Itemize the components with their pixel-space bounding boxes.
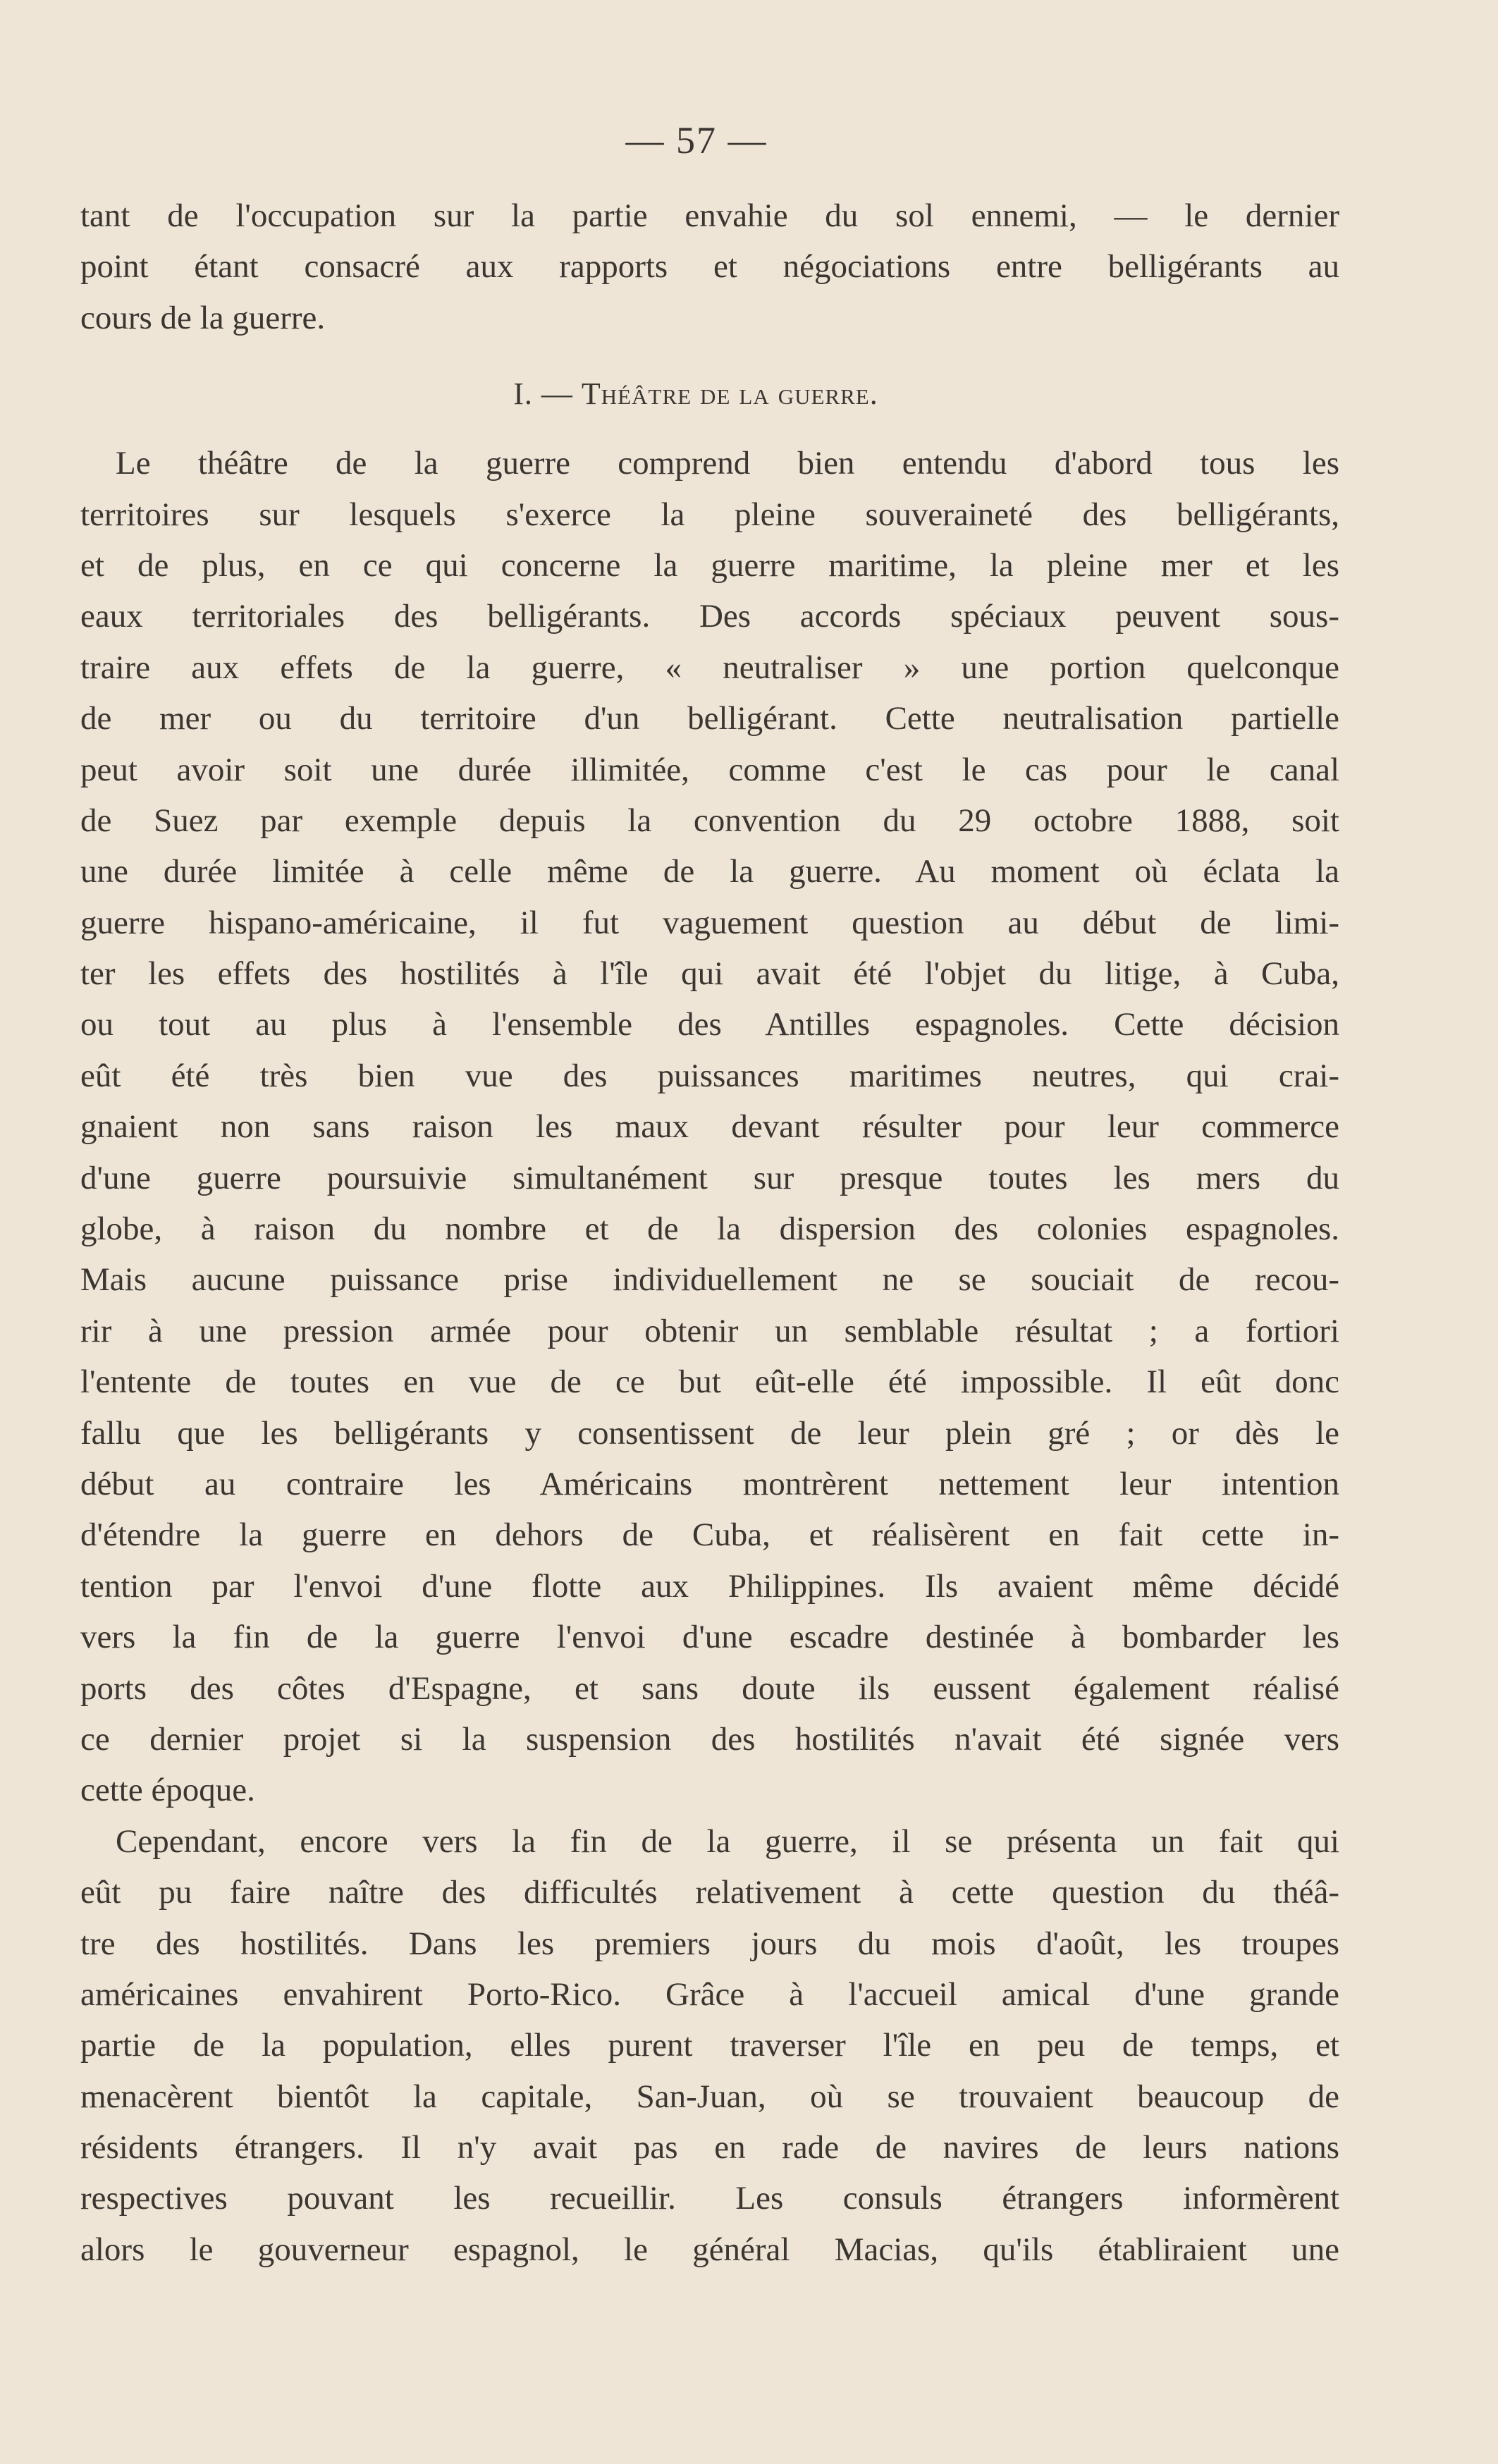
intro-paragraph: [80, 190, 1339, 343]
text-line: ce dernier projet si la suspension des hostilités n'avait été signée vers: [80, 1720, 1339, 1758]
body-text: [80, 190, 1339, 2275]
text-line: cours de la guerre.: [80, 299, 326, 336]
text-line: guerre hispano-américaine, il fut vaguement question au début de limi-: [80, 904, 1339, 941]
text-line: fallu que les belligérants y consentissent de leur plein gré ; or dès le: [80, 1414, 1339, 1452]
text-line: eût été très bien vue des puissances maritimes neutres, qui crai-: [80, 1057, 1339, 1094]
text-line: de Suez par exemple depuis la convention du 29 octobre 1888, soit: [80, 802, 1339, 839]
text-line: peut avoir soit une durée illimitée, comme c'est le cas pour le canal: [80, 751, 1339, 788]
text-line: et de plus, en ce qui concerne la guerre maritime, la pleine mer et les: [80, 546, 1339, 584]
text-line: ter les effets des hostilités à l'île qui avait été l'objet du litige, à Cuba,: [80, 955, 1339, 993]
text-line: traire aux effets de la guerre, « neutraliser » une portion quelconque: [80, 649, 1339, 686]
section-title: Théâtre de la guerre.: [581, 376, 878, 412]
text-line: Mais aucune puissance prise individuellement ne se souciait de recou-: [80, 1261, 1339, 1299]
text-line: ports des côtes d'Espagne, et sans doute ils eussent également réalisé: [80, 1669, 1339, 1707]
text-line: territoires sur lesquels s'exerce la pleine souveraineté des belligérants,: [80, 496, 1339, 533]
text-line: menacèrent bientôt la capitale, San-Juan, où se trouvaient beaucoup de: [80, 2078, 1339, 2115]
paragraph-1: [80, 438, 1339, 1816]
text-line: américaines envahirent Porto-Rico. Grâce à l'accueil amical d'une grande: [80, 1975, 1339, 2013]
text-line: une durée limitée à celle même de la guerre. Au moment où éclata la: [80, 853, 1339, 890]
text-line: point étant consacré aux rapports et négociations entre belligérants au: [80, 248, 1339, 286]
text-line: début au contraire les Américains montrèrent nettement leur intention: [80, 1465, 1339, 1502]
text-line: globe, à raison du nombre et de la dispersion des colonies espagnoles.: [80, 1210, 1339, 1248]
text-line: l'entente de toutes en vue de ce but eût-elle été impossible. Il eût donc: [80, 1363, 1339, 1401]
text-line: partie de la population, elles purent traverser l'île en peu de temps, et: [80, 2027, 1339, 2064]
text-line: de mer ou du territoire d'un belligérant. Cette neutralisation partielle: [80, 700, 1339, 737]
text-line: résidents étrangers. Il n'y avait pas en rade de navires de leurs nations: [80, 2129, 1339, 2166]
text-line: Le théâtre de la guerre comprend bien entendu d'abord tous les: [116, 445, 1339, 482]
text-line: eaux territoriales des belligérants. Des accords spéciaux peuvent sous-: [80, 598, 1339, 635]
text-line: tant de l'occupation sur la partie envahie du sol ennemi, — le dernier: [80, 197, 1339, 234]
text-line: tention par l'envoi d'une flotte aux Philippines. Ils avaient même décidé: [80, 1567, 1339, 1605]
text-line: d'une guerre poursuivie simultanément sur presque toutes les mers du: [80, 1159, 1339, 1196]
text-line: vers la fin de la guerre l'envoi d'une escadre destinée à bombarder les: [80, 1619, 1339, 1656]
paragraph-2: [80, 1816, 1339, 2276]
text-line: d'étendre la guerre en dehors de Cuba, et réalisèrent en fait cette in-: [80, 1516, 1339, 1554]
text-line: alors le gouverneur espagnol, le général Macias, qu'ils établiraient une: [80, 2231, 1339, 2268]
text-line: gnaient non sans raison les maux devant résulter pour leur commerce: [80, 1108, 1339, 1146]
text-line: tre des hostilités. Dans les premiers jours du mois d'août, les troupes: [80, 1925, 1339, 1962]
text-line: cette époque.: [80, 1772, 255, 1809]
page-number: — 57 —: [625, 119, 768, 161]
section-number: I. —: [513, 376, 573, 412]
text-line: respectives pouvant les recueillir. Les consuls étrangers informèrent: [80, 2180, 1339, 2217]
text-line: rir à une pression armée pour obtenir un semblable résultat ; a fortiori: [80, 1312, 1339, 1349]
text-line: eût pu faire naître des difficultés relativement à cette question du théâ-: [80, 1874, 1339, 1911]
text-line: ou tout au plus à l'ensemble des Antilles espagnoles. Cette décision: [80, 1006, 1339, 1043]
section-heading: [80, 369, 1339, 419]
text-line: Cependant, encore vers la fin de la guerre, il se présenta un fait qui: [116, 1822, 1339, 1860]
